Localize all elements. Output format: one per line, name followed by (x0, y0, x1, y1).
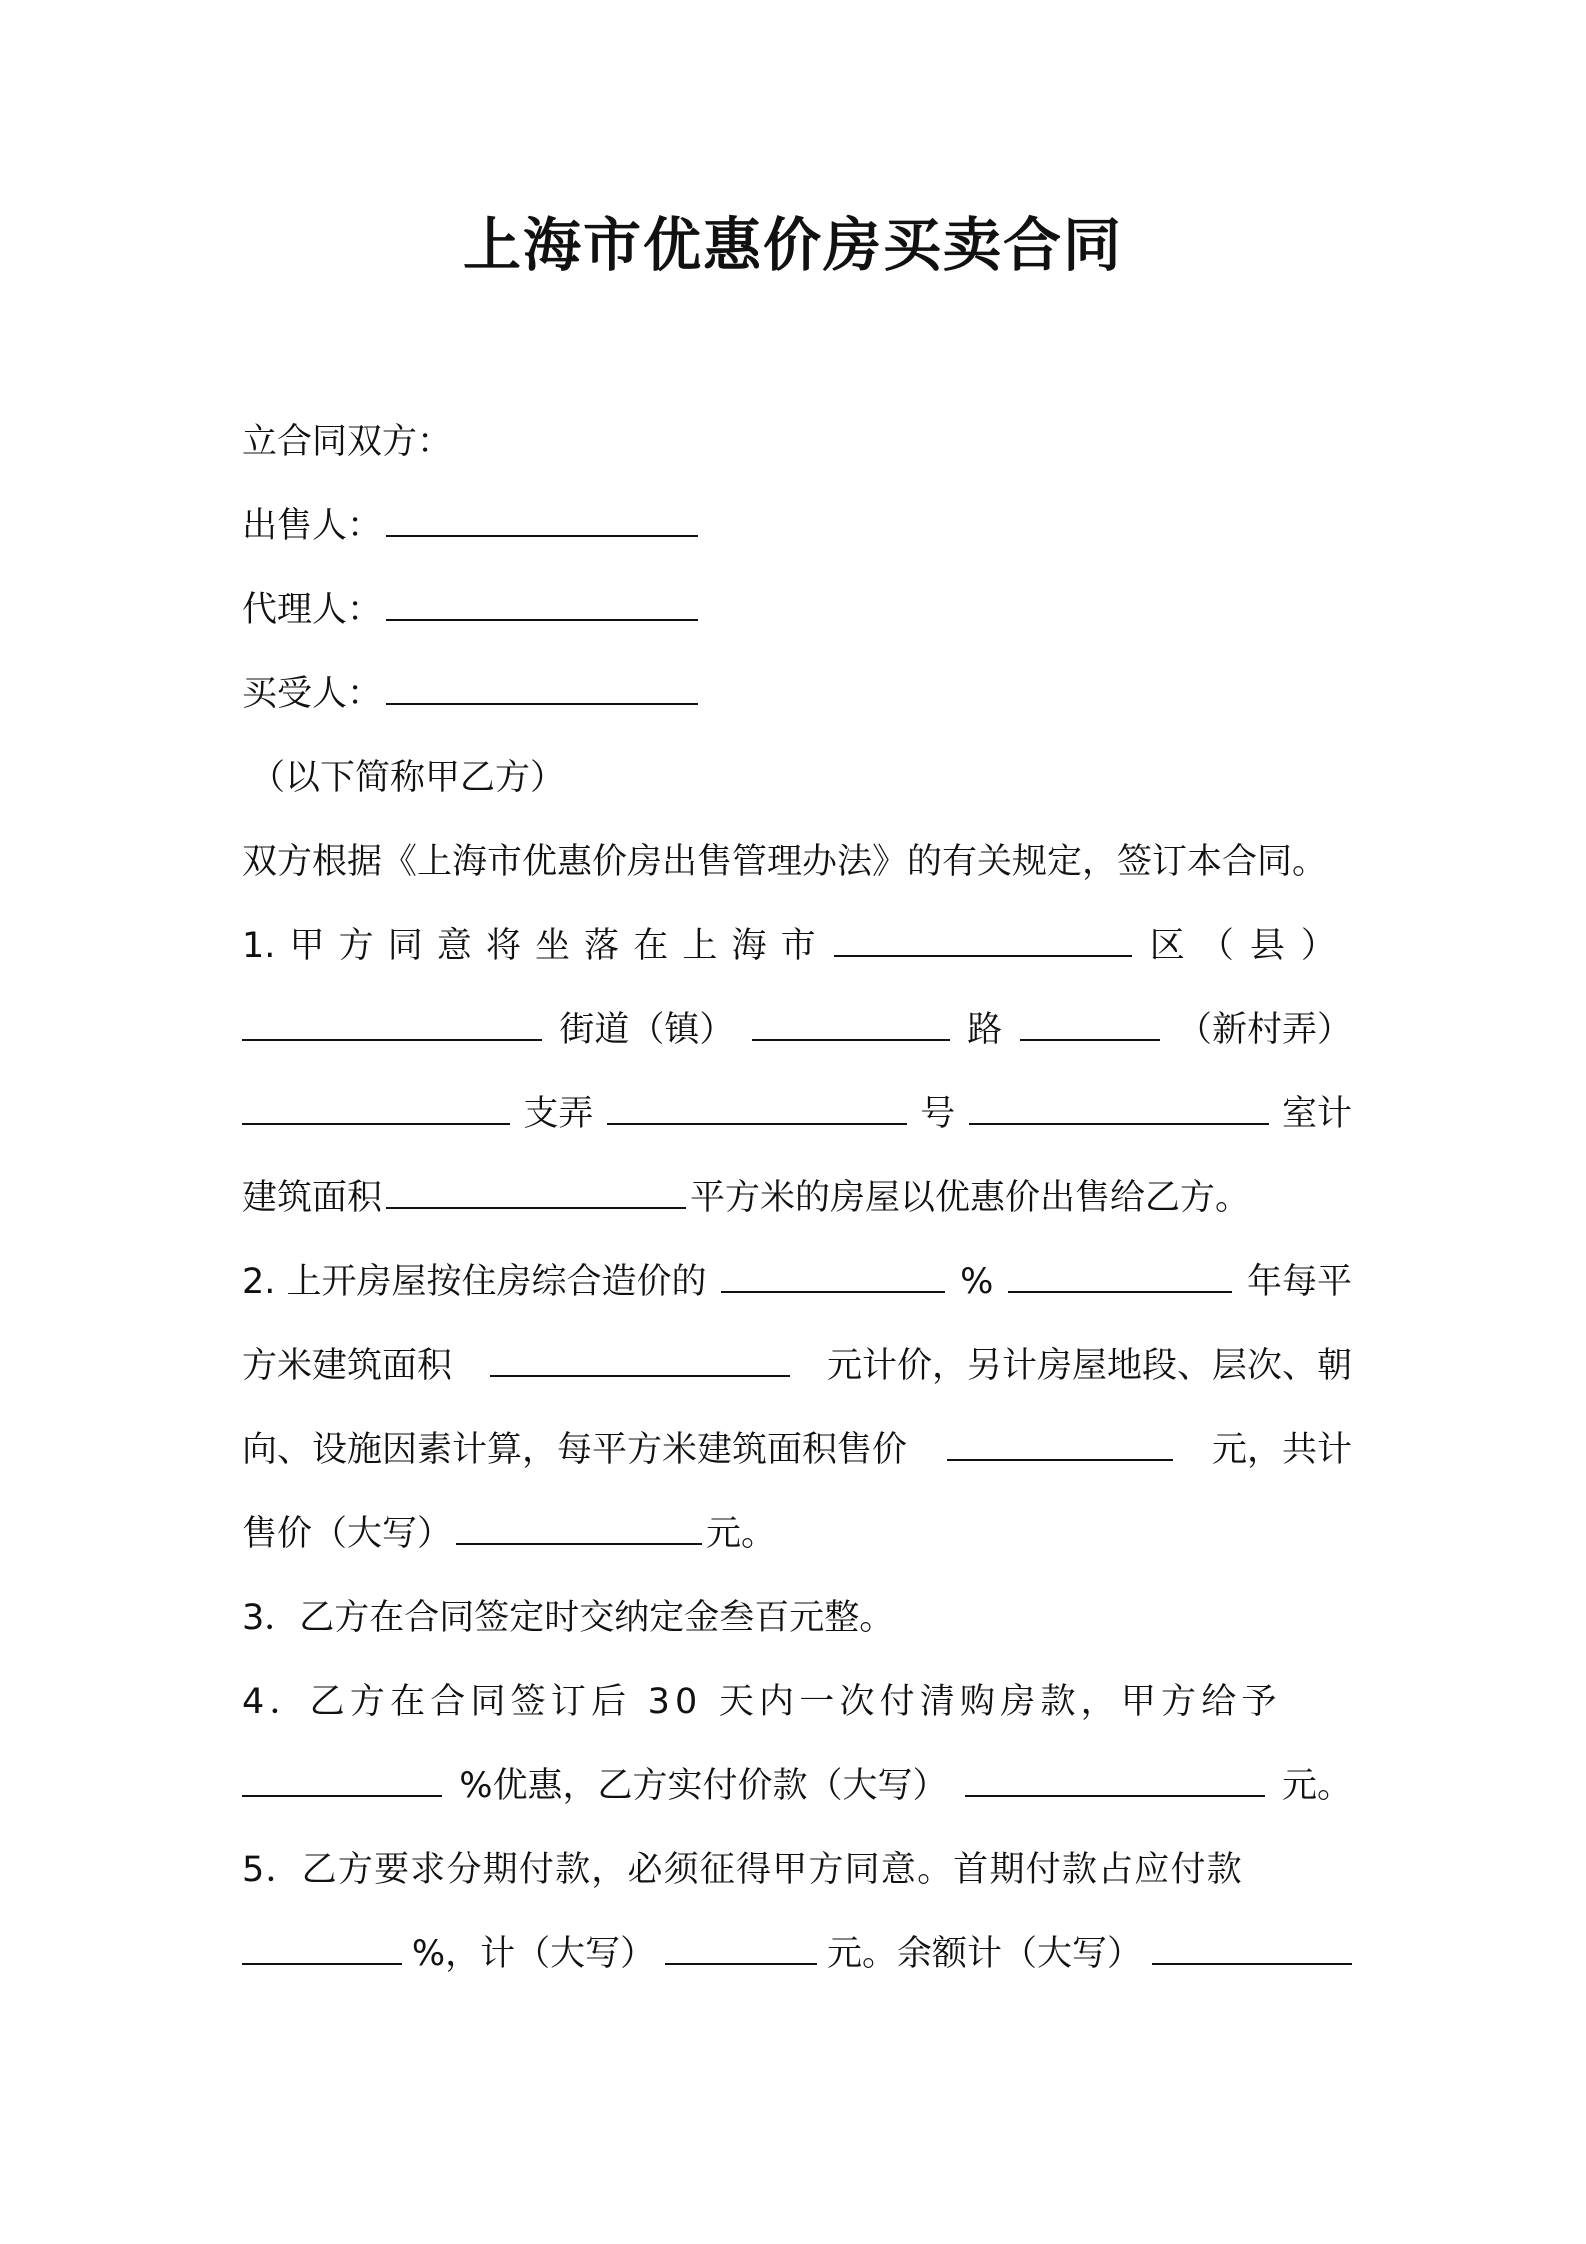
clause5-line2 (242, 1912, 1352, 1996)
total-price-blank (456, 1542, 702, 1545)
clause5-line2-yuan: 元。余额计（大写） (827, 1934, 1143, 1974)
clause1-line2 (242, 988, 1352, 1072)
sublane-label: 支弄 (523, 1094, 594, 1134)
county-label: （县） (1198, 926, 1352, 966)
lane-blank (1020, 1038, 1160, 1041)
first-payment-pct-blank (242, 1962, 402, 1965)
cost-ratio-blank (721, 1290, 945, 1293)
area-suffix: 平方米的房屋以优惠价出售给乙方。 (690, 1178, 1251, 1218)
abbrev-note: （以下简称甲乙方） (250, 758, 566, 798)
street-label: 街道（镇） (559, 1010, 735, 1050)
lane-label: （新村弄） (1176, 1010, 1352, 1050)
clause2-line2 (242, 1324, 1352, 1408)
clause2-line3 (242, 1408, 1352, 1492)
percent-label: % (960, 1262, 994, 1302)
clause3: 3．乙方在合同签定时交纳定金叁百元整。 (242, 1598, 895, 1638)
clause2-line2-suffix: 元计价，另计房屋地段、层次、朝 (826, 1346, 1352, 1386)
paid-amount-blank (965, 1794, 1265, 1797)
buyer-blank (386, 702, 698, 705)
year-each-label: 年每平 (1246, 1262, 1352, 1302)
clause1-number: 1. (242, 926, 276, 966)
seller-blank (386, 534, 698, 537)
road-blank (752, 1038, 950, 1041)
agent-line (242, 568, 1352, 652)
street-blank (242, 1038, 542, 1041)
road-label: 路 (967, 1010, 1003, 1050)
clause1-char: 在 (633, 926, 669, 966)
area-blank (386, 1206, 686, 1209)
clause2-line3-prefix: 向、设施因素计算，每平方米建筑面积售价 (242, 1430, 908, 1470)
sublane-blank (242, 1122, 510, 1125)
clause1-line1 (242, 904, 1352, 988)
clause4-line2 (242, 1744, 1352, 1828)
clause1-line3 (242, 1072, 1352, 1156)
document-title: 上海市优惠价房买卖合同 (462, 211, 1123, 279)
clause1-char: 市 (780, 926, 816, 966)
seller-line (242, 484, 1352, 568)
clause5-line1: 5．乙方要求分期付款，必须征得甲方同意。首期付款占应付款 (242, 1850, 1243, 1890)
area-prefix: 建筑面积 (242, 1178, 383, 1218)
clause1-char: 方 (338, 926, 374, 966)
clause2-line3-suffix: 元，共计 (1211, 1430, 1352, 1470)
clause1-char: 同 (387, 926, 423, 966)
clause5-line2-pct: %，计（大写） (411, 1934, 656, 1974)
clause2-line4-suffix: 元。 (706, 1514, 777, 1554)
clause1-char: 上 (682, 926, 718, 966)
room-blank (969, 1122, 1269, 1125)
buyer-line (242, 652, 1352, 736)
first-payment-amount-blank (665, 1962, 817, 1965)
basis-text: 双方根据《上海市优惠价房出售管理办法》的有关规定，签订本合同。 (242, 842, 1328, 882)
clause4-line1: 4．乙方在合同签订后 30 天内一次付清购房款，甲方给予 (242, 1682, 1282, 1722)
number-label: 号 (920, 1094, 956, 1134)
sale-price-blank (947, 1458, 1173, 1461)
clause2-prefix: 2. 上开房屋按住房综合造价的 (242, 1262, 707, 1302)
clause2-line2-prefix: 方米建筑面积 (242, 1346, 453, 1386)
year-blank (1008, 1290, 1232, 1293)
buyer-label: 买受人： (242, 674, 383, 714)
agent-label: 代理人： (242, 590, 383, 630)
clause1-char: 甲 (289, 926, 325, 966)
clause1-char: 海 (731, 926, 767, 966)
unit-price-blank (490, 1374, 790, 1377)
room-label: 室计 (1281, 1094, 1352, 1134)
discount-blank (242, 1794, 442, 1797)
district-label: 区 (1149, 926, 1185, 966)
district-blank (834, 954, 1132, 957)
balance-blank (1152, 1962, 1352, 1965)
clause1-char: 意 (436, 926, 472, 966)
clause2-line4 (242, 1492, 1352, 1576)
clause2-line1 (242, 1240, 1352, 1324)
contract-body (242, 400, 1352, 1996)
clause2-line4-prefix: 售价（大写） (242, 1514, 453, 1554)
clause1-char: 落 (584, 926, 620, 966)
number-blank (607, 1122, 907, 1125)
clause1-char: 将 (485, 926, 521, 966)
agent-blank (386, 618, 698, 621)
clause1-line4 (242, 1156, 1352, 1240)
parties-heading: 立合同双方： (242, 422, 453, 462)
clause4-line2-suffix: 元。 (1281, 1766, 1352, 1806)
seller-label: 出售人： (242, 506, 383, 546)
clause4-line2-mid: %优惠，乙方实付价款（大写） (459, 1766, 948, 1806)
clause1-char: 坐 (535, 926, 571, 966)
